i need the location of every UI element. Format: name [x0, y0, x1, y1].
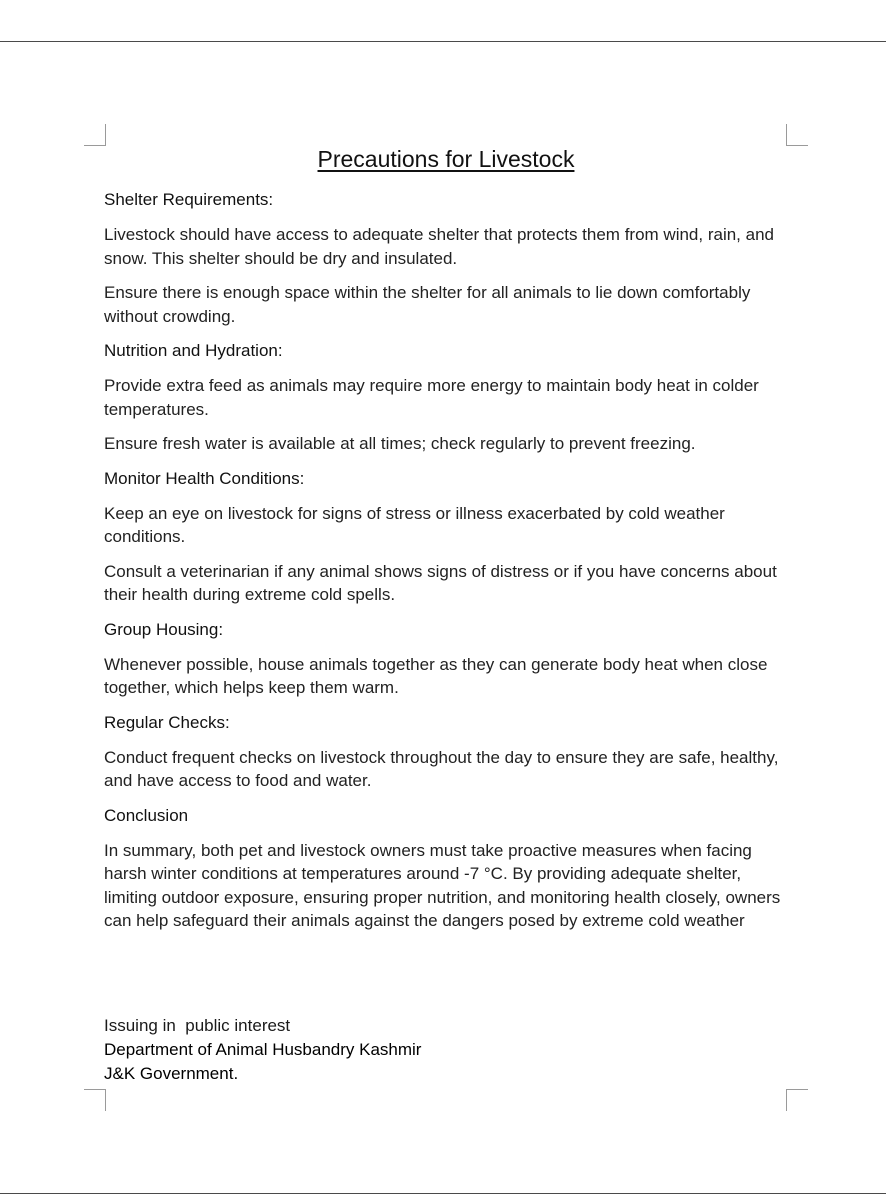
- section-group-housing: [104, 618, 788, 700]
- margin-corner-bottom-right: [786, 1089, 808, 1111]
- paragraph: Consult a veterinarian if any animal shows signs of distress or if you have concerns about their health during extreme cold spells.: [104, 561, 777, 604]
- section-conclusion: [104, 804, 788, 933]
- paragraph: Whenever possible, house animals together as they can generate body heat when close together, which helps keep them warm.: [104, 654, 768, 697]
- page-bottom-edge: [0, 1193, 886, 1194]
- signoff-issuing-line: Issuing in public interest: [104, 1016, 291, 1035]
- paragraph: Ensure there is enough space within the shelter for all animals to lie down comfortably without crowding.: [104, 283, 751, 326]
- section-nutrition-hydration: [104, 339, 788, 456]
- section-regular-checks: [104, 711, 788, 793]
- section-heading: Shelter Requirements:: [104, 190, 274, 209]
- document-body: [104, 144, 788, 944]
- section-heading: Conclusion: [104, 805, 189, 825]
- margin-corner-top-left: [84, 124, 106, 146]
- paragraph: Provide extra feed as animals may require more energy to maintain body heat in colder temperatures.: [104, 376, 759, 419]
- section-heading: Nutrition and Hydration:: [104, 341, 283, 360]
- paragraph: Ensure fresh water is available at all times; check regularly to prevent freezing.: [104, 434, 696, 453]
- paragraph: In summary, both pet and livestock owners must take proactive measures when facing harsh winter conditions at temperatures around -7 °C. By providing adequate shelter, limiting outdoor exposure, ensuring proper nutrition, and monitoring health closely, owners can help safeguard their animals against the dangers posed by extreme cold weather: [104, 840, 781, 930]
- margin-corner-top-right: [786, 124, 808, 146]
- signoff-block: [104, 1014, 421, 1086]
- paragraph: Conduct frequent checks on livestock throughout the day to ensure they are safe, healthy, and have access to food and water.: [104, 747, 779, 790]
- section-shelter-requirements: [104, 188, 788, 328]
- section-heading: Regular Checks:: [104, 712, 230, 732]
- margin-corner-bottom-left: [84, 1089, 106, 1111]
- signoff-department: Department of Animal Husbandry Kashmir: [104, 1040, 422, 1059]
- section-heading: Monitor Health Conditions:: [104, 468, 305, 488]
- page-top-edge: [0, 41, 886, 42]
- section-monitor-health: [104, 467, 788, 607]
- signoff-government: J&K Government.: [104, 1064, 239, 1083]
- document-title: Precautions for Livestock: [317, 146, 575, 172]
- paragraph: Keep an eye on livestock for signs of stress or illness exacerbated by cold weather conditions.: [104, 503, 725, 546]
- section-heading: Group Housing:: [104, 619, 224, 639]
- paragraph: Livestock should have access to adequate shelter that protects them from wind, rain, and snow. This shelter should be dry and insulated.: [104, 225, 774, 268]
